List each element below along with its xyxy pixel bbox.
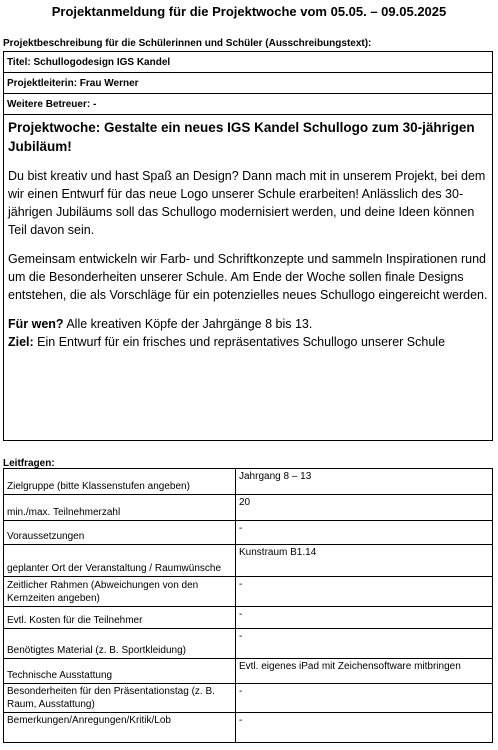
answer-cell: Kunstraum B1.14 bbox=[236, 545, 493, 577]
question-cell: Benötigtes Material (z. B. Sportkleidung) bbox=[4, 629, 236, 659]
answer-cell: Jahrgang 8 – 13 bbox=[236, 469, 493, 495]
question-cell: Technische Ausstattung bbox=[4, 659, 236, 684]
goal-text: Ein Entwurf für ein frisches und repräsentatives Schullogo unserer Schule bbox=[33, 335, 446, 349]
question-cell: Voraussetzungen bbox=[4, 521, 236, 545]
table-row bbox=[4, 629, 493, 659]
table-row bbox=[4, 607, 493, 629]
answer-cell: 20 bbox=[236, 495, 493, 521]
answer-cell: - bbox=[236, 713, 493, 743]
question-cell: Evtl. Kosten für die Teilnehmer bbox=[4, 607, 236, 629]
table-row bbox=[4, 495, 493, 521]
answer-cell: Evtl. eigenes iPad mit Zeichensoftware mitbringen bbox=[236, 659, 493, 684]
page-title: Projektanmeldung für die Projektwoche vom 05.05. – 09.05.2025 bbox=[51, 4, 447, 19]
table-row bbox=[4, 659, 493, 684]
target-audience-label: Für wen? bbox=[8, 317, 64, 331]
description-paragraph-2: Gemeinsam entwickeln wir Farb- und Schriftkonzepte und sammeln Inspirationen rund um die Besonderheiten unserer Schule. Am Ende der Woche sollen finale Designs entstehen, die als Vorschläge für ein potenzielles neues Schullogo eingereicht werden. bbox=[8, 252, 488, 302]
answer-cell: - bbox=[236, 684, 493, 713]
question-cell: geplanter Ort der Veranstaltung / Raumwünsche bbox=[4, 545, 236, 577]
goal-label: Ziel: bbox=[8, 335, 34, 349]
table-row bbox=[4, 521, 493, 545]
question-cell: Zeitlicher Rahmen (Abweichungen von den Kernzeiten angeben) bbox=[4, 577, 236, 607]
project-description-box bbox=[3, 51, 493, 441]
description-heading: Projektwoche: Gestalte ein neues IGS Kandel Schullogo zum 30-jährigen Jubiläum! bbox=[8, 120, 475, 154]
answer-cell: - bbox=[236, 629, 493, 659]
table-row bbox=[4, 713, 493, 743]
table-row bbox=[4, 545, 493, 577]
question-cell: Zielgruppe (bitte Klassenstufen angeben) bbox=[4, 469, 236, 495]
guiding-questions-table bbox=[3, 468, 493, 743]
question-cell: min./max. Teilnehmerzahl bbox=[4, 495, 236, 521]
question-cell: Bemerkungen/Anregungen/Kritik/Lob bbox=[4, 713, 236, 743]
description-subtitle: Projektbeschreibung für die Schülerinnen und Schüler (Ausschreibungstext): bbox=[3, 38, 372, 49]
answer-cell: - bbox=[236, 521, 493, 545]
table-row bbox=[4, 684, 493, 713]
question-cell: Besonderheiten für den Präsentationstag (z. B. Raum, Ausstattung) bbox=[4, 684, 236, 713]
answer-cell: - bbox=[236, 607, 493, 629]
answer-cell: - bbox=[236, 577, 493, 607]
goal-line bbox=[8, 333, 488, 351]
table-row bbox=[4, 469, 493, 495]
meta-other-supervisors: Weitere Betreuer: - bbox=[4, 94, 492, 115]
meta-title: Titel: Schullogodesign IGS Kandel bbox=[4, 52, 492, 73]
table-row bbox=[4, 577, 493, 607]
meta-project-lead: Projektleiterin: Frau Werner bbox=[4, 73, 492, 94]
target-audience-line bbox=[8, 315, 488, 333]
description-paragraph-1: Du bist kreativ und hast Spaß an Design? Dann mach mit in unserem Projekt, bei dem wir einen Entwurf für das neue Logo unserer Schule erarbeiten! Anlässlich des 30-jährigen Jubiläums soll das Schullogo modernisiert werden, und deine Ideen können Teil davon sein. bbox=[8, 169, 486, 237]
guiding-questions-label: Leitfragen: bbox=[3, 458, 55, 469]
description-text bbox=[4, 115, 492, 354]
target-audience-text: Alle kreativen Köpfe der Jahrgänge 8 bis 13. bbox=[63, 317, 313, 331]
